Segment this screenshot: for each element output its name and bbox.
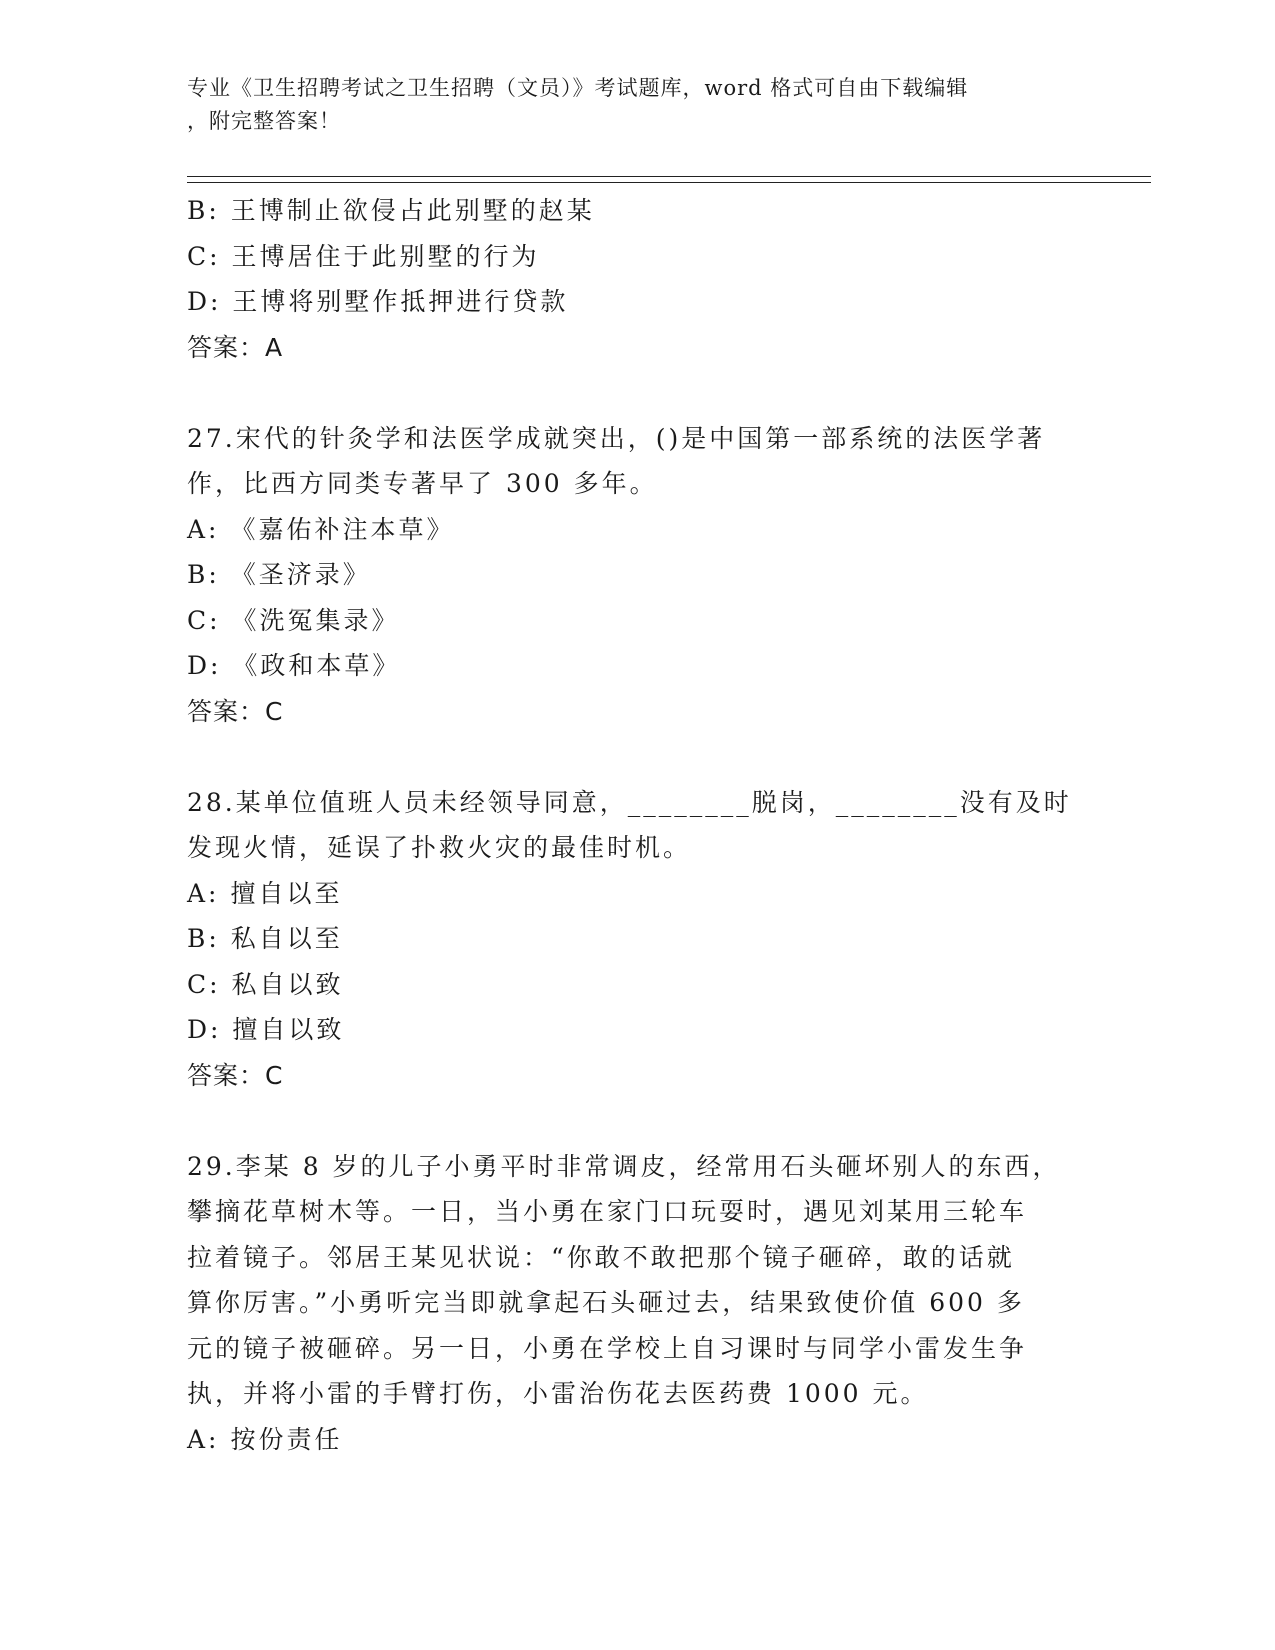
option-b [187, 188, 1087, 234]
option-text: 《嘉佑补注本草》 [230, 514, 455, 544]
spacer [187, 1098, 1087, 1144]
option-c [187, 598, 1087, 644]
spacer [187, 734, 1087, 780]
option-b [187, 916, 1087, 962]
answer-line: 答案：C [187, 696, 284, 726]
option-d [187, 643, 1087, 689]
option-label: C: [187, 241, 221, 271]
option-c [187, 962, 1087, 1008]
question-text-line: 攀摘花草树木等。一日，当小勇在家门口玩耍时，遇见刘某用三轮车 [187, 1197, 1028, 1226]
question-28 [187, 780, 1087, 1099]
option-label: B: [187, 560, 220, 589]
question-text-line: 执，并将小雷的手臂打伤，小雷治伤花去医药费 1000 元。 [187, 1379, 929, 1408]
header-line-2: ，附完整答案！ [187, 109, 341, 133]
question-text-line: 作，比西方同类专著早了 300 多年。 [187, 469, 658, 498]
option-text: 王博将别墅作抵押进行贷款 [232, 287, 569, 316]
option-text: 《洗冤集录》 [231, 605, 400, 635]
question-text-line: 发现火情，延误了扑救火灾的最佳时机。 [187, 833, 692, 862]
question-text-line: 29.李某 8 岁的儿子小勇平时非常调皮，经常用石头砸坏别人的东西， [187, 1151, 1061, 1181]
option-label: A: [187, 514, 220, 544]
question-text-line: 28.某单位值班人员未经领导同意，________脱岗，________没有及时 [187, 787, 1072, 817]
question-text-line: 算你厉害。”小勇听完当即就拿起石头砸过去，结果致使价值 600 多 [187, 1288, 1025, 1317]
option-label: C: [187, 605, 221, 635]
question-text-line: 拉着镜子。邻居王某见状说：“你敢不敢把那个镜子砸碎，敢的话就 [187, 1242, 1015, 1272]
question-content [187, 188, 1087, 1462]
option-d [187, 1007, 1087, 1053]
header-rule-bottom [187, 182, 1151, 183]
option-label: D: [187, 287, 222, 316]
option-text: 擅自以至 [230, 878, 343, 908]
option-text: 按份责任 [230, 1424, 343, 1454]
option-a [187, 1417, 1087, 1463]
option-text: 《政和本草》 [232, 651, 401, 680]
option-text: 《圣济录》 [230, 560, 371, 589]
option-label: B: [187, 924, 220, 953]
option-b [187, 552, 1087, 598]
option-label: A: [187, 878, 220, 908]
prev-question [187, 188, 1087, 370]
option-text: 私自以致 [231, 969, 344, 999]
option-a [187, 507, 1087, 553]
question-text-line: 元的镜子被砸碎。另一日，小勇在学校上自习课时与同学小雷发生争 [187, 1333, 1028, 1363]
header-rule-top [187, 176, 1151, 177]
option-text: 擅自以致 [232, 1015, 345, 1044]
option-text: 王博制止欲侵占此别墅的赵某 [230, 196, 595, 225]
option-label: C: [187, 969, 221, 999]
option-a [187, 871, 1087, 917]
option-label: D: [187, 1015, 222, 1044]
option-label: A: [187, 1424, 220, 1454]
option-text: 私自以至 [230, 924, 343, 953]
option-c [187, 234, 1087, 280]
answer-line: 答案：C [187, 1060, 284, 1090]
spacer [187, 370, 1087, 416]
document-header [187, 72, 1067, 138]
option-label: D: [187, 651, 222, 680]
question-29 [187, 1144, 1087, 1463]
option-text: 王博居住于此别墅的行为 [231, 241, 540, 271]
question-27 [187, 416, 1087, 735]
header-line-1: 专业《卫生招聘考试之卫生招聘（文员）》考试题库，word 格式可自由下载编辑 [187, 76, 969, 100]
answer-line: 答案：A [187, 332, 284, 362]
question-text-line: 27.宋代的针灸学和法医学成就突出，()是中国第一部系统的法医学著 [187, 423, 1046, 453]
option-label: B: [187, 196, 220, 225]
option-d [187, 279, 1087, 325]
